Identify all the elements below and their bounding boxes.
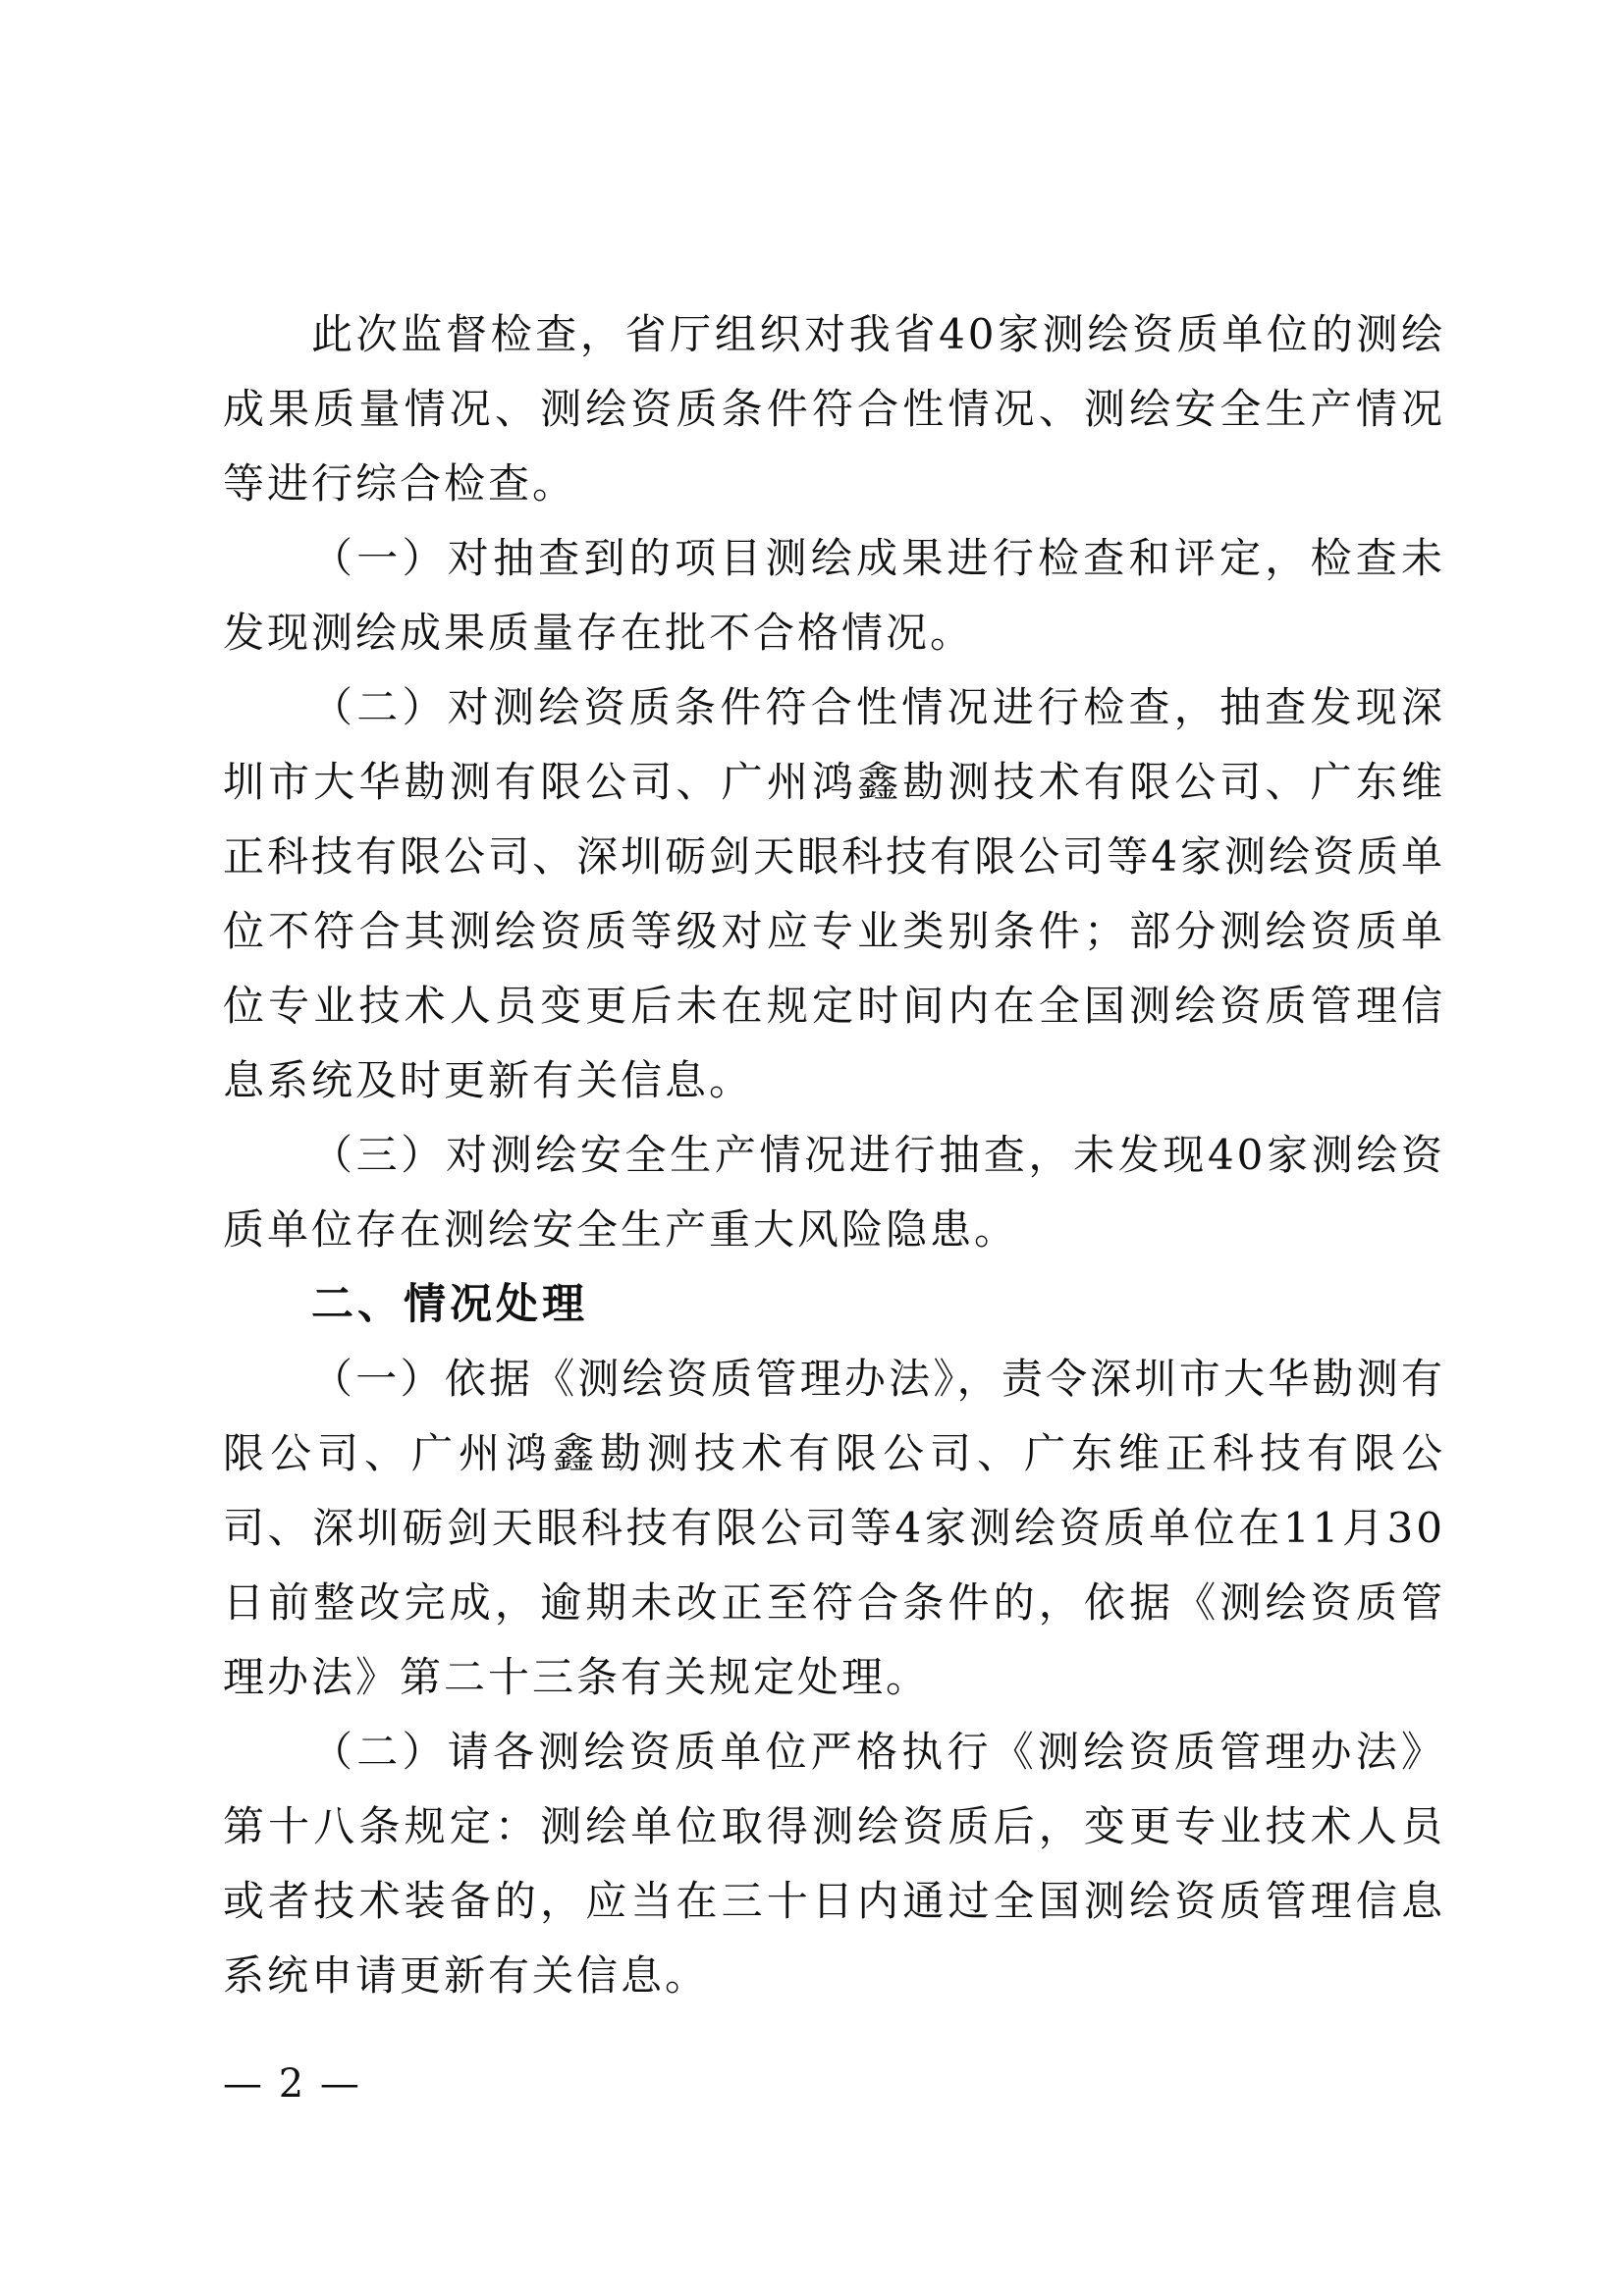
page-number: — 2 — (223, 2061, 361, 2107)
paragraph-rectification-order: （一）依据《测绘资质管理办法》，责令深圳市大华勘测有限公司、广州鸿鑫勘测技术有限公司、广东维正科技有限公司、深圳砺剑天眼科技有限公司等4家测绘资质单位在11月30日前整改完成，逾期未改正至符合条件的，依据《测绘资质管理办法》第二十三条有关规定处理。 (223, 1355, 1445, 1701)
paragraph-qualification-conditions: （二）对测绘资质条件符合性情况进行检查，抽查发现深圳市大华勘测有限公司、广州鸿鑫勘测技术有限公司、广东维正科技有限公司、深圳砺剑天眼科技有限公司等4家测绘资质单位不符合其测绘资质等级对应专业类别条件；部分测绘资质单位专业技术人员变更后未在规定时间内在全国测绘资质管理信息系统及时更新有关信息。 (223, 683, 1445, 1104)
paragraph-result-quality: （一）对抽查到的项目测绘成果进行检查和评定，检查未发现测绘成果质量存在批不合格情况。 (223, 534, 1445, 657)
document-body (223, 297, 1445, 2013)
section-heading-handling: 二、情况处理 (311, 1280, 588, 1329)
paragraph-update-requirement: （二）请各测绘资质单位严格执行《测绘资质管理办法》第十八条规定：测绘单位取得测绘资质后，变更专业技术人员或者技术装备的，应当在三十日内通过全国测绘资质管理信息系统申请更新有关信息。 (223, 1728, 1445, 2000)
paragraph-inspection-overview: 此次监督检查，省厅组织对我省40家测绘资质单位的测绘成果质量情况、测绘资质条件符合性情况、测绘安全生产情况等进行综合检查。 (223, 310, 1445, 507)
paragraph-safety-production: （三）对测绘安全生产情况进行抽查，未发现40家测绘资质单位存在测绘安全生产重大风险隐患。 (223, 1131, 1445, 1254)
